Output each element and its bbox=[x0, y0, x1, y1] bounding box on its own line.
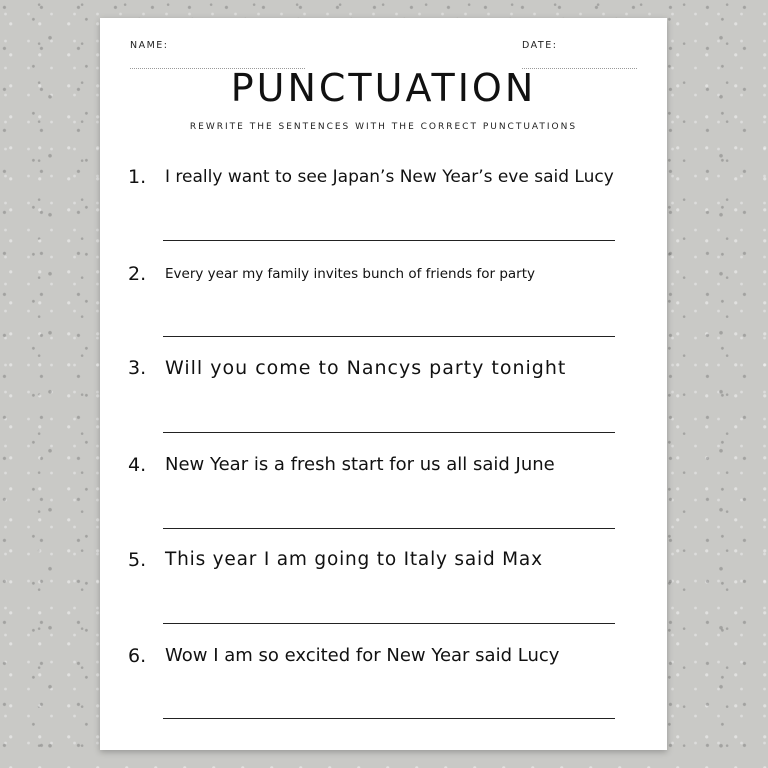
question-number: 4. bbox=[128, 454, 147, 476]
answer-line-6[interactable] bbox=[163, 718, 615, 719]
question-sentence: Will you come to Nancys party tonight bbox=[165, 357, 567, 379]
question-number: 3. bbox=[128, 357, 147, 379]
answer-line-3[interactable] bbox=[163, 432, 615, 433]
name-label: NAME: bbox=[130, 40, 169, 51]
question-sentence: I really want to see Japan’s New Year’s eve said Lucy bbox=[165, 167, 614, 187]
question-number: 5. bbox=[128, 549, 147, 571]
worksheet-instructions: REWRITE THE SENTENCES WITH THE CORRECT PUNCTUATIONS bbox=[189, 122, 578, 132]
answer-line-5[interactable] bbox=[163, 623, 615, 624]
question-sentence: This year I am going to Italy said Max bbox=[165, 549, 543, 570]
answer-line-4[interactable] bbox=[163, 528, 615, 529]
date-label: DATE: bbox=[522, 40, 558, 51]
question-sentence: Every year my family invites bunch of friends for party bbox=[165, 266, 536, 282]
question-number: 2. bbox=[128, 263, 147, 285]
worksheet-title: PUNCTUATION bbox=[230, 66, 537, 110]
question-sentence: New Year is a fresh start for us all said June bbox=[165, 454, 555, 475]
answer-line-1[interactable] bbox=[163, 240, 615, 241]
date-field[interactable] bbox=[522, 40, 557, 51]
question-number: 1. bbox=[128, 166, 147, 188]
answer-line-2[interactable] bbox=[163, 336, 615, 337]
worksheet-page bbox=[100, 18, 667, 750]
question-number: 6. bbox=[128, 645, 147, 667]
question-sentence: Wow I am so excited for New Year said Lucy bbox=[165, 645, 560, 666]
name-field[interactable] bbox=[130, 40, 169, 51]
